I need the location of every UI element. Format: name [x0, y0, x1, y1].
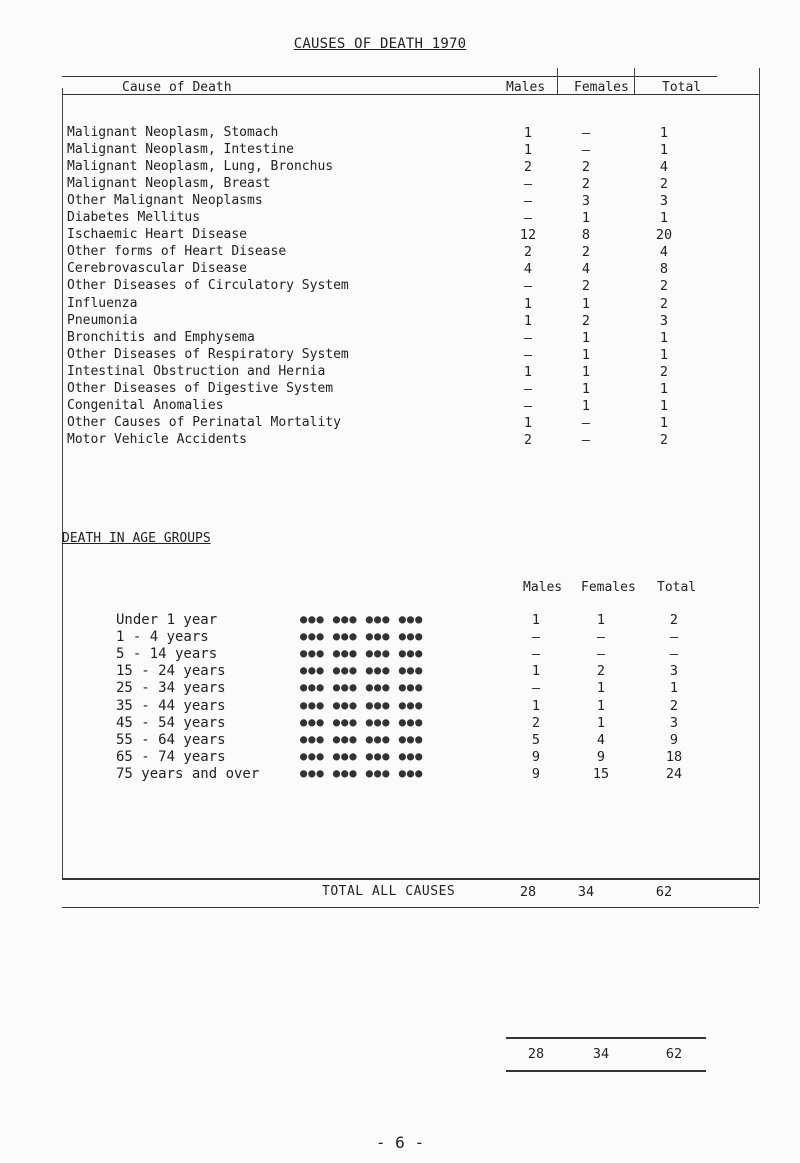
males-value: 12 — [519, 227, 537, 244]
age-label: 65 - 74 years — [116, 748, 226, 765]
age-males-value: 1 — [531, 697, 541, 714]
header-cause: Cause of Death — [122, 80, 232, 95]
total-value: 1 — [659, 380, 669, 397]
cause-label: Other Malignant Neoplasms — [67, 193, 263, 209]
total-all: 62 — [655, 884, 673, 900]
dot-leader: ●●● ●●● ●●● ●●● — [300, 765, 424, 780]
age-total-value: 3 — [669, 663, 679, 680]
age-label: 5 - 14 years — [116, 646, 218, 663]
cause-label: Bronchitis and Emphysema — [67, 329, 255, 345]
females-value: 2 — [581, 278, 591, 295]
age-label: 75 years and over — [116, 765, 260, 782]
total-label: TOTAL ALL CAUSES — [322, 884, 456, 899]
age-total-value: 3 — [669, 714, 679, 731]
age-females-value: – — [596, 646, 606, 663]
age-females-value: 1 — [596, 612, 606, 628]
males-value: 1 — [523, 414, 533, 431]
age-females-value: 9 — [596, 748, 606, 765]
total-males: 28 — [519, 884, 537, 900]
age-row — [0, 732, 800, 749]
age-total-top-rule — [506, 1037, 706, 1039]
females-value: 2 — [581, 244, 591, 261]
cause-label: Other Diseases of Digestive System — [67, 380, 334, 396]
males-value: 2 — [523, 159, 533, 176]
males-value: – — [523, 176, 533, 193]
cause-label: Motor Vehicle Accidents — [67, 431, 248, 447]
dot-leader: ●●● ●●● ●●● ●●● — [300, 646, 424, 661]
females-value: – — [581, 125, 591, 141]
age-header-total: Total — [657, 580, 697, 595]
total-value: 1 — [659, 414, 669, 431]
cause-label: Congenital Anomalies — [67, 397, 224, 413]
females-value: 2 — [581, 312, 591, 329]
age-total-males: 28 — [527, 1046, 545, 1062]
cause-label: Ischaemic Heart Disease — [67, 227, 248, 243]
page-number: - 6 - — [375, 1133, 425, 1152]
age-males-value: 9 — [531, 748, 541, 765]
age-label: 55 - 64 years — [116, 731, 226, 748]
dot-leader: ●●● ●●● ●●● ●●● — [300, 663, 424, 678]
table-row — [62, 398, 759, 415]
table-row — [62, 193, 759, 210]
cause-label: Malignant Neoplasm, Lung, Bronchus — [67, 159, 334, 175]
males-value: 2 — [523, 244, 533, 261]
age-total-value: 18 — [665, 748, 683, 765]
cause-label: Other Diseases of Circulatory System — [67, 278, 349, 294]
cause-label: Other Causes of Perinatal Mortality — [67, 414, 341, 430]
age-males-value: 5 — [531, 731, 541, 748]
table-row — [62, 415, 759, 432]
table-header — [62, 80, 759, 98]
age-total-value: 2 — [669, 697, 679, 714]
total-value: 8 — [659, 261, 669, 278]
total-value: 1 — [659, 125, 669, 141]
total-value: 3 — [659, 193, 669, 210]
total-top-rule — [62, 878, 759, 880]
total-value: 2 — [659, 295, 669, 312]
header-total: Total — [662, 80, 702, 95]
total-value: 3 — [659, 312, 669, 329]
total-value: 4 — [659, 244, 669, 261]
total-value: 2 — [659, 176, 669, 193]
age-label: 45 - 54 years — [116, 714, 226, 731]
age-total-value: 24 — [665, 765, 683, 782]
cause-label: Other Diseases of Respiratory System — [67, 346, 349, 362]
females-value: 2 — [581, 176, 591, 193]
table-row — [62, 381, 759, 398]
table-row — [62, 278, 759, 295]
age-total-value: – — [669, 646, 679, 663]
table-row — [62, 330, 759, 347]
header-males: Males — [506, 80, 546, 95]
females-value: 1 — [581, 380, 591, 397]
females-value: – — [581, 142, 591, 159]
dot-leader: ●●● ●●● ●●● ●●● — [300, 680, 424, 695]
females-value: 3 — [581, 193, 591, 210]
age-header-males: Males — [523, 580, 563, 595]
table-row — [62, 210, 759, 227]
total-bottom-rule — [62, 907, 759, 908]
age-row — [0, 646, 800, 663]
dot-leader: ●●● ●●● ●●● ●●● — [300, 714, 424, 729]
males-value: – — [523, 329, 533, 346]
cause-label: Influenza — [67, 295, 138, 311]
age-females-value: 1 — [596, 714, 606, 731]
age-row — [0, 715, 800, 732]
age-groups-title: DEATH IN AGE GROUPS — [62, 531, 211, 546]
total-value: 1 — [659, 329, 669, 346]
males-value: 4 — [523, 261, 533, 278]
age-males-value: 2 — [531, 714, 541, 731]
table-row — [62, 244, 759, 261]
age-label: Under 1 year — [116, 612, 218, 628]
cause-label: Diabetes Mellitus — [67, 210, 201, 226]
females-value: 2 — [581, 159, 591, 176]
females-value: 1 — [581, 397, 591, 414]
males-value: 2 — [523, 431, 533, 448]
age-totals-row — [0, 1046, 800, 1063]
total-value: 2 — [659, 278, 669, 295]
cause-label: Pneumonia — [67, 312, 138, 328]
dot-leader: ●●● ●●● ●●● ●●● — [300, 731, 424, 746]
age-total-females: 34 — [592, 1046, 610, 1062]
table-top-rule — [62, 76, 717, 77]
cause-label: Intestinal Obstruction and Hernia — [67, 363, 326, 379]
age-females-value: 2 — [596, 663, 606, 680]
females-value: – — [581, 414, 591, 431]
age-males-value: – — [531, 629, 541, 646]
age-males-value: – — [531, 680, 541, 697]
total-value: 1 — [659, 346, 669, 363]
total-value: 4 — [659, 159, 669, 176]
age-row — [0, 663, 800, 680]
age-females-value: 1 — [596, 697, 606, 714]
males-value: 1 — [523, 312, 533, 329]
cause-label: Malignant Neoplasm, Stomach — [67, 125, 279, 140]
males-value: – — [523, 346, 533, 363]
table-row — [62, 313, 759, 330]
table-row — [62, 261, 759, 278]
age-females-value: 15 — [592, 765, 610, 782]
males-value: – — [523, 397, 533, 414]
age-row — [0, 749, 800, 766]
total-females: 34 — [577, 884, 595, 900]
age-total-value: – — [669, 629, 679, 646]
table-row — [62, 296, 759, 313]
age-total-value: 9 — [669, 731, 679, 748]
females-value: 4 — [581, 261, 591, 278]
total-value: 2 — [659, 363, 669, 380]
males-value: 1 — [523, 125, 533, 141]
cause-label: Malignant Neoplasm, Intestine — [67, 142, 294, 158]
table-row — [62, 227, 759, 244]
table-row — [62, 142, 759, 159]
age-row — [0, 629, 800, 646]
males-value: – — [523, 193, 533, 210]
age-males-value: 1 — [531, 612, 541, 628]
females-value: 8 — [581, 227, 591, 244]
total-value: 20 — [655, 227, 673, 244]
males-value: – — [523, 210, 533, 227]
age-total-value: 1 — [669, 680, 679, 697]
dot-leader: ●●● ●●● ●●● ●●● — [300, 612, 424, 626]
age-females-value: 4 — [596, 731, 606, 748]
age-males-value: 9 — [531, 765, 541, 782]
females-value: 1 — [581, 363, 591, 380]
table-row — [62, 364, 759, 381]
males-value: – — [523, 278, 533, 295]
cause-label: Malignant Neoplasm, Breast — [67, 176, 271, 192]
age-total-all: 62 — [665, 1046, 683, 1062]
total-value: 2 — [659, 431, 669, 448]
age-total-value: 2 — [669, 612, 679, 628]
table-row — [62, 347, 759, 364]
females-value: 1 — [581, 346, 591, 363]
age-females-value: – — [596, 629, 606, 646]
females-value: 1 — [581, 210, 591, 227]
age-males-value: – — [531, 646, 541, 663]
age-row — [0, 698, 800, 715]
cause-label: Other forms of Heart Disease — [67, 244, 287, 260]
age-label: 35 - 44 years — [116, 697, 226, 714]
total-value: 1 — [659, 397, 669, 414]
dot-leader: ●●● ●●● ●●● ●●● — [300, 629, 424, 644]
table-row — [62, 159, 759, 176]
age-row — [0, 680, 800, 697]
males-value: 1 — [523, 142, 533, 159]
dot-leader: ●●● ●●● ●●● ●●● — [300, 748, 424, 763]
page-title: CAUSES OF DEATH 1970 — [293, 36, 467, 52]
age-label: 15 - 24 years — [116, 663, 226, 680]
males-value: – — [523, 380, 533, 397]
age-label: 25 - 34 years — [116, 680, 226, 697]
table-row — [62, 176, 759, 193]
total-value: 1 — [659, 210, 669, 227]
cause-label: Cerebrovascular Disease — [67, 261, 248, 277]
age-header-females: Females — [581, 580, 636, 595]
table-row — [62, 125, 759, 142]
females-value: 1 — [581, 295, 591, 312]
dot-leader: ●●● ●●● ●●● ●●● — [300, 697, 424, 712]
age-total-bottom-rule — [506, 1070, 706, 1072]
header-females: Females — [574, 80, 629, 95]
males-value: 1 — [523, 363, 533, 380]
age-row — [0, 766, 800, 783]
age-row — [0, 612, 800, 629]
age-males-value: 1 — [531, 663, 541, 680]
females-value: – — [581, 431, 591, 448]
total-value: 1 — [659, 142, 669, 159]
table-row — [62, 432, 759, 449]
age-females-value: 1 — [596, 680, 606, 697]
females-value: 1 — [581, 329, 591, 346]
males-value: 1 — [523, 295, 533, 312]
age-label: 1 - 4 years — [116, 629, 209, 646]
